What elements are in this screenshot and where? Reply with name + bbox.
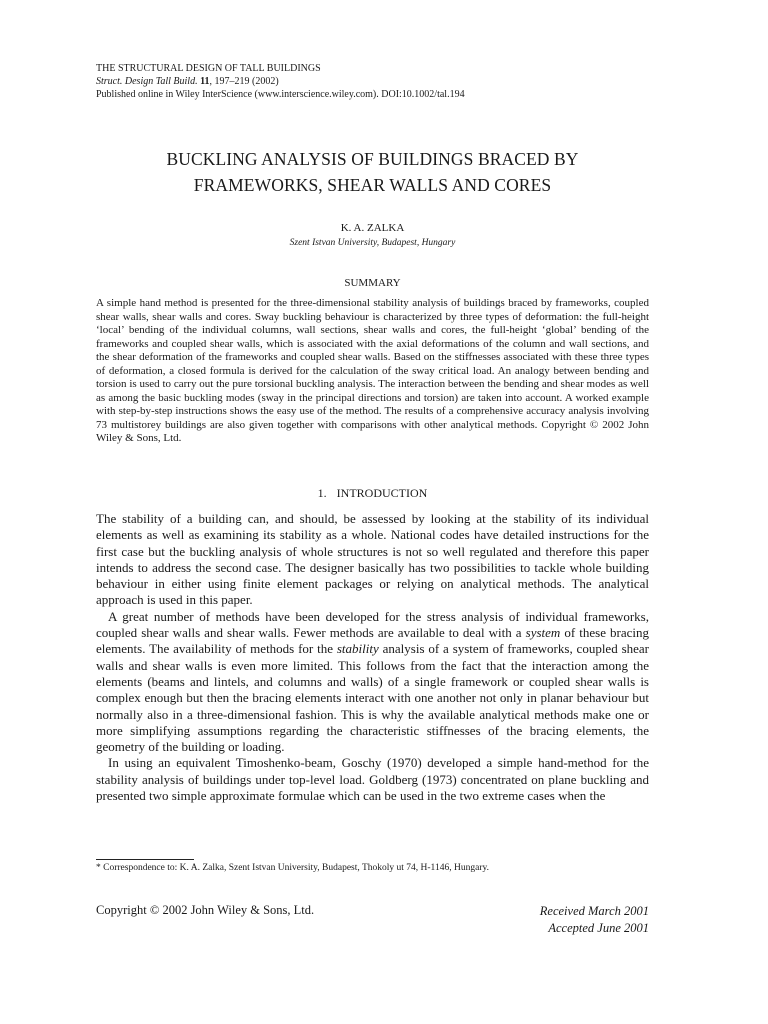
summary-text: A simple hand method is presented for the three-dimensional stability analysis of buildings braced by frameworks, coupled shear walls, shear walls and cores. Sway buckling behaviour is characterized by three types of deformation: the full-height ‘local’ bending of the individual columns, wall sections, shear walls and cores, the full-height ‘global’ bending of the frameworks and coupled shear walls, which is associated with the axial deformations of the column and wall sections, and the shear deformation of the frameworks and coupled shear walls. Based on the stiffnesses associated with these three types of deformation, a closed formula is derived for the calculation of the sway critical load. An analogy between bending and torsion is used to carry out the pure torsional buckling analysis. The interaction between the bending and shear modes as well as among the basic buckling modes (sway in the principal directions and torsion) are taken into account. A worked example with step-by-step instructions shows the easy use of the method. The results of a comprehensive accuracy analysis involving 73 multistorey buildings are also given together with comparisons with other analytical methods. Copyright © 2002 John Wiley & Sons, Ltd. <box>96 297 649 444</box>
received-accepted-dates <box>540 903 649 937</box>
introduction-body <box>96 511 649 804</box>
received-date: Received March 2001 <box>539 904 649 918</box>
published-online-line: Published online in Wiley InterScience (www.interscience.wiley.com). DOI:10.1002/tal.194 <box>96 89 465 100</box>
author-name: K. A. ZALKA <box>340 222 405 234</box>
title-line-1: BUCKLING ANALYSIS OF BUILDINGS BRACED BY <box>166 149 579 169</box>
citation-pages-year: , 197–219 (2002) <box>209 76 279 87</box>
intro-paragraph-1: The stability of a building can, and should, be assessed by looking at the stability of its individual elements as well as examining its stability as a whole. National codes have detailed instructions for the first case but the buckling analysis of whole structures is not so well regulated and therefore this paper intends to address the second case. The designer basically has two possibilities to tackle whole building behaviour in either using finite element packages or relying on analytical methods. The analytical approach is used in this paper. <box>96 511 649 608</box>
copyright-line: Copyright © 2002 John Wiley & Sons, Ltd. <box>96 903 315 917</box>
p2-emphasis-stability: stability <box>336 641 379 657</box>
p2-part-a: A great number of methods have been developed for the stress analysis of individual frameworks, coupled shear walls and shear walls. Fewer methods are available to deal with a <box>96 608 649 641</box>
intro-paragraph-3: In using an equivalent Timoshenko-beam, Goschy (1970) developed a simple hand-method for the stability analysis of buildings under top-level load. Goldberg (1973) concentrated on plane buckling and presented two simple approximate formulae which can be used in the two extreme cases when the <box>96 755 649 804</box>
paper-title <box>96 146 649 198</box>
section-title: INTRODUCTION <box>336 486 428 500</box>
introduction-heading <box>96 486 649 501</box>
intro-paragraph-2 <box>96 609 649 756</box>
author-affiliation: Szent Istvan University, Budapest, Hungary <box>289 238 456 248</box>
summary-heading: SUMMARY <box>344 277 401 289</box>
journal-citation <box>96 75 465 88</box>
citation-volume: 11 <box>200 76 210 87</box>
p2-part-c: analysis of a system of frameworks, coupled shear walls and shear walls is even more limited. This follows from the fact that the interaction among the elements (beams and lintels, and columns and walls) of a single framework or coupled shear walls is complex enough but then the bracing elements interact with one another not only in planar behaviour but normally also in a three-dimensional fashion. This is why the available analytical methods make one or more simplifying assumptions regarding the characteristic stiffnesses of the bracing elements, the geometry of the building or loading. <box>96 641 649 755</box>
accepted-date: Accepted June 2001 <box>548 921 649 935</box>
correspondence-footnote: * Correspondence to: K. A. Zalka, Szent Istvan University, Budapest, Thokoly ut 74, H-1146, Hungary. <box>96 863 489 873</box>
p2-part-b: of these bracing elements. The availability of methods for the <box>96 625 649 657</box>
title-line-2: FRAMEWORKS, SHEAR WALLS AND CORES <box>193 175 552 195</box>
citation-abbrev: Struct. Design Tall Build. <box>96 76 198 87</box>
journal-header <box>96 62 465 101</box>
section-number: 1. <box>317 486 327 500</box>
footnote-rule <box>96 859 194 860</box>
p2-emphasis-system: system <box>525 625 561 641</box>
journal-name: THE STRUCTURAL DESIGN OF TALL BUILDINGS <box>96 63 321 74</box>
